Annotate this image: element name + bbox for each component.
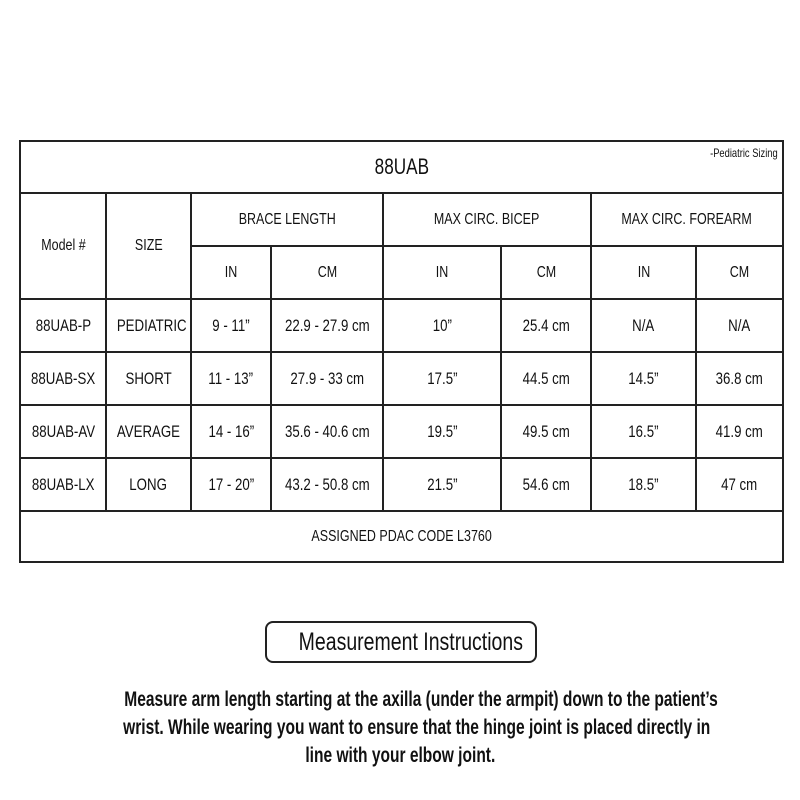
header-cm: CM [536,263,556,281]
cell: 47 cm [721,474,758,494]
cell: PEDIATRIC [116,315,187,335]
instruction-line: line with your elbow joint. [305,744,495,767]
cell: 18.5” [628,474,659,494]
header-model: Model # [40,237,86,254]
cell: 43.2 - 50.8 cm [284,474,370,494]
cell: 35.6 - 40.6 cm [284,421,370,441]
header-in: IN [435,263,449,281]
cell: 27.9 - 33 cm [290,368,364,388]
cell: 9 - 11” [212,315,250,335]
table-row [20,405,783,458]
pediatric-sizing-note: -Pediatric Sizing [710,146,779,160]
cell: 88UAB-P [35,315,91,335]
cell: 10” [432,315,452,335]
header-forearm: MAX CIRC. FOREARM [621,210,753,228]
instruction-line: Measure arm length starting at the axilla (under the armpit) down to the patient’s [124,688,718,711]
header-bicep: MAX CIRC. BICEP [434,210,540,228]
cell: 17 - 20” [208,474,254,494]
cell: 19.5” [426,421,458,441]
table-row [20,299,783,352]
cell: 49.5 cm [522,421,570,441]
cell: 16.5” [628,421,659,441]
cell: 41.9 cm [715,421,764,441]
table-title-cell [20,141,783,193]
cell: 44.5 cm [522,368,570,388]
cell: 36.8 cm [715,368,764,388]
cell: SHORT [125,368,172,388]
cell: 22.9 - 27.9 cm [284,315,370,335]
cell: 54.6 cm [522,474,570,494]
cell: N/A [728,315,751,335]
cell: 88UAB-AV [31,421,95,441]
cell: 88UAB-LX [31,474,95,494]
cell: 25.4 cm [522,315,570,335]
cell: 11 - 13” [208,368,254,388]
header-in: IN [637,263,650,281]
cell: LONG [129,474,168,494]
heading-text: Measurement Instructions [298,628,523,656]
header-size: SIZE [134,237,163,254]
cell: 88UAB-SX [30,368,96,388]
cell: AVERAGE [116,421,181,441]
measurement-instructions-heading [265,621,537,663]
cell: 14.5” [628,368,659,388]
cell: 21.5” [426,474,458,494]
sizing-table [19,140,784,563]
instructions-paragraph [20,686,780,770]
header-cm: CM [317,263,337,281]
cell: 14 - 16” [208,421,254,441]
table-title: 88UAB [374,154,429,179]
instruction-line: wrist. While wearing you want to ensure that the hinge joint is placed directly in [123,716,711,739]
header-cm: CM [729,263,750,281]
pdac-code-footer: ASSIGNED PDAC CODE L3760 [311,527,492,545]
header-brace-length: BRACE LENGTH [238,210,336,228]
cell: N/A [632,315,655,335]
cell: 17.5” [426,368,458,388]
table-row [20,458,783,511]
header-in: IN [224,263,238,281]
table-row [20,352,783,405]
